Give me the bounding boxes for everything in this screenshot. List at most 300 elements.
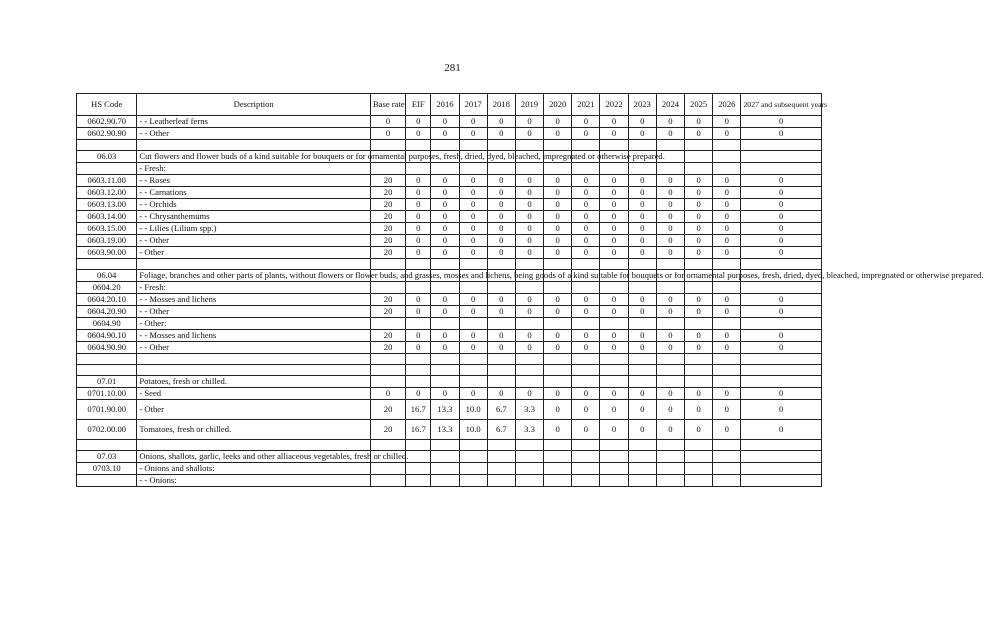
description-cell: - Other:	[137, 318, 371, 330]
table-row	[77, 388, 822, 400]
empty-cell	[741, 354, 822, 365]
rate-cell: 0	[459, 235, 487, 247]
empty-cell	[544, 440, 572, 451]
rate-cell: 0	[406, 211, 431, 223]
rate-cell	[600, 318, 628, 330]
table-row	[77, 342, 822, 354]
empty-cell	[515, 140, 543, 151]
rate-cell: 0	[406, 116, 431, 128]
rate-cell: 0	[628, 330, 656, 342]
rate-cell	[600, 282, 628, 294]
table-row	[77, 199, 822, 211]
rate-cell: 0	[628, 199, 656, 211]
rate-cell	[685, 151, 713, 163]
rate-cell	[600, 451, 628, 463]
rate-cell: 0	[656, 187, 684, 199]
empty-cell	[656, 440, 684, 451]
rate-cell: 0	[685, 175, 713, 187]
rate-cell: 0	[515, 116, 543, 128]
rate-cell: 0	[685, 247, 713, 259]
rate-cell: 0	[515, 342, 543, 354]
rate-cell: 20	[370, 235, 405, 247]
rate-cell	[572, 163, 600, 175]
rate-cell: 0	[406, 199, 431, 211]
rate-cell: 0	[741, 247, 822, 259]
rate-cell: 0	[656, 400, 684, 420]
rate-cell: 0	[459, 247, 487, 259]
empty-cell	[459, 140, 487, 151]
rate-cell: 0	[713, 247, 741, 259]
rate-cell: 0	[406, 342, 431, 354]
rate-cell: 0	[572, 342, 600, 354]
empty-cell	[370, 365, 405, 376]
rate-cell	[685, 282, 713, 294]
rate-cell	[431, 376, 459, 388]
empty-cell	[487, 259, 515, 270]
rate-cell: 0	[685, 388, 713, 400]
hs-code-cell: 0701.10.00	[77, 388, 137, 400]
rate-cell: 0	[685, 223, 713, 235]
rate-cell: 0	[544, 187, 572, 199]
rate-cell: 0	[431, 223, 459, 235]
rate-cell: 0	[544, 400, 572, 420]
rate-cell: 20	[370, 294, 405, 306]
rate-cell: 20	[370, 223, 405, 235]
empty-cell	[487, 140, 515, 151]
hs-code-cell: 0604.90	[77, 318, 137, 330]
rate-cell	[685, 475, 713, 487]
empty-cell	[370, 440, 405, 451]
rate-cell: 0	[713, 235, 741, 247]
rate-cell: 20	[370, 306, 405, 318]
rate-cell: 0	[431, 116, 459, 128]
rate-cell: 0	[431, 330, 459, 342]
column-header: 2025	[685, 94, 713, 116]
rate-cell: 0	[487, 128, 515, 140]
empty-cell	[600, 140, 628, 151]
description-cell: Foliage, branches and other parts of plants, without flowers or flower buds, and grasses, mosses and lichens, being goods of a kind suitable for bouquets or for ornamental purposes, fresh, dried, dyed, bleached, impregnated or otherwise prepared.	[137, 270, 371, 282]
rate-cell: 0	[515, 211, 543, 223]
rate-cell	[487, 463, 515, 475]
empty-cell	[628, 440, 656, 451]
rate-cell	[515, 451, 543, 463]
rate-cell: 0	[713, 223, 741, 235]
rate-cell: 0	[572, 294, 600, 306]
empty-cell	[137, 259, 371, 270]
rate-cell: 0	[431, 211, 459, 223]
rate-cell: 0	[741, 175, 822, 187]
rate-cell	[713, 151, 741, 163]
description-cell: - - Lilies (Lilium spp.)	[137, 223, 371, 235]
empty-cell	[515, 365, 543, 376]
rate-cell: 0	[656, 199, 684, 211]
empty-cell	[544, 354, 572, 365]
rate-cell: 0	[600, 235, 628, 247]
empty-cell	[137, 354, 371, 365]
rate-cell: 0	[656, 388, 684, 400]
rate-cell: 0	[487, 211, 515, 223]
rate-cell: 0	[741, 330, 822, 342]
table-row	[77, 318, 822, 330]
column-header: 2022	[600, 94, 628, 116]
rate-cell	[431, 463, 459, 475]
rate-cell: 0	[406, 294, 431, 306]
empty-cell	[370, 354, 405, 365]
rate-cell: 0	[628, 187, 656, 199]
empty-cell	[431, 354, 459, 365]
rate-cell: 13.3	[431, 400, 459, 420]
rate-cell: 0	[600, 294, 628, 306]
rate-cell	[572, 475, 600, 487]
rate-cell: 0	[459, 388, 487, 400]
rate-cell: 0	[370, 388, 405, 400]
description-cell: - - Other	[137, 235, 371, 247]
rate-cell: 20	[370, 247, 405, 259]
rate-cell: 0	[431, 388, 459, 400]
empty-cell	[685, 354, 713, 365]
table-row	[77, 451, 822, 463]
hs-code-cell: 06.03	[77, 151, 137, 163]
rate-cell: 0	[741, 187, 822, 199]
rate-cell: 0	[600, 306, 628, 318]
rate-cell: 0	[431, 235, 459, 247]
rate-cell: 0	[656, 294, 684, 306]
rate-cell: 0	[741, 211, 822, 223]
rate-cell: 0	[741, 400, 822, 420]
rate-cell: 20	[370, 187, 405, 199]
rate-cell: 0	[487, 199, 515, 211]
empty-cell	[713, 440, 741, 451]
table-row	[77, 187, 822, 199]
hs-code-cell: 0603.12.00	[77, 187, 137, 199]
rate-cell: 0	[628, 211, 656, 223]
column-header: 2021	[572, 94, 600, 116]
rate-cell	[370, 475, 405, 487]
rate-cell	[515, 463, 543, 475]
description-cell: - Other	[137, 400, 371, 420]
rate-cell: 0	[600, 420, 628, 440]
description-cell: - - Mosses and lichens	[137, 294, 371, 306]
rate-cell	[544, 163, 572, 175]
hs-code-cell: 0604.20.10	[77, 294, 137, 306]
blank-row	[77, 365, 822, 376]
hs-code-cell: 0604.20	[77, 282, 137, 294]
rate-cell	[685, 451, 713, 463]
rate-cell: 0	[685, 306, 713, 318]
rate-cell: 0	[459, 128, 487, 140]
rate-cell	[459, 318, 487, 330]
rate-cell: 0	[685, 235, 713, 247]
rate-cell: 0	[572, 235, 600, 247]
rate-cell	[459, 475, 487, 487]
rate-cell: 0	[406, 330, 431, 342]
rate-cell: 0	[544, 342, 572, 354]
rate-cell	[628, 282, 656, 294]
rate-cell: 6.7	[487, 400, 515, 420]
rate-cell: 0	[685, 187, 713, 199]
rate-cell	[572, 282, 600, 294]
rate-cell: 0	[572, 420, 600, 440]
rate-cell: 0	[741, 294, 822, 306]
rate-cell: 0	[487, 223, 515, 235]
hs-code-cell: 0703.10	[77, 463, 137, 475]
rate-cell	[515, 282, 543, 294]
rate-cell: 0	[515, 223, 543, 235]
rate-cell: 16.7	[406, 420, 431, 440]
rate-cell: 0	[459, 199, 487, 211]
rate-cell: 0	[406, 306, 431, 318]
column-header: EIF	[406, 94, 431, 116]
rate-cell: 0	[600, 175, 628, 187]
rate-cell	[685, 318, 713, 330]
hs-code-cell: 0603.11.00	[77, 175, 137, 187]
rate-cell	[656, 475, 684, 487]
empty-cell	[544, 365, 572, 376]
rate-cell	[741, 475, 822, 487]
table-row	[77, 235, 822, 247]
rate-cell	[713, 376, 741, 388]
empty-cell	[370, 259, 405, 270]
empty-cell	[544, 259, 572, 270]
rate-cell: 0	[406, 175, 431, 187]
empty-cell	[487, 354, 515, 365]
rate-cell	[656, 318, 684, 330]
rate-cell	[544, 376, 572, 388]
table-row	[77, 175, 822, 187]
empty-cell	[137, 440, 371, 451]
page-number: 281	[444, 62, 461, 74]
table-row	[77, 294, 822, 306]
rate-cell	[370, 376, 405, 388]
rate-cell: 0	[713, 187, 741, 199]
rate-cell	[656, 451, 684, 463]
description-cell: - Other	[137, 247, 371, 259]
rate-cell: 0	[572, 187, 600, 199]
rate-cell	[406, 376, 431, 388]
table-body	[77, 116, 984, 487]
rate-cell: 0	[370, 128, 405, 140]
table-row	[77, 116, 822, 128]
rate-cell: 0	[459, 175, 487, 187]
description-cell: Potatoes, fresh or chilled.	[137, 376, 371, 388]
rate-cell: 0	[685, 199, 713, 211]
rate-cell: 0	[572, 211, 600, 223]
description-cell: - - Onions:	[137, 475, 371, 487]
rate-cell: 20	[370, 175, 405, 187]
table-row	[77, 282, 822, 294]
rate-cell	[628, 318, 656, 330]
rate-cell	[713, 282, 741, 294]
rate-cell: 0	[431, 175, 459, 187]
rate-cell: 0	[572, 175, 600, 187]
empty-cell	[406, 440, 431, 451]
empty-cell	[515, 259, 543, 270]
description-cell: - Fresh:	[137, 163, 371, 175]
hs-code-cell: 0701.90.00	[77, 400, 137, 420]
rate-cell: 0	[544, 116, 572, 128]
rate-cell	[572, 463, 600, 475]
rate-cell: 0	[544, 388, 572, 400]
blank-row	[77, 354, 822, 365]
rate-cell	[656, 163, 684, 175]
rate-cell: 0	[406, 247, 431, 259]
table-row	[77, 420, 822, 440]
empty-cell	[600, 259, 628, 270]
column-header: 2019	[515, 94, 543, 116]
rate-cell: 0	[685, 211, 713, 223]
rate-cell: 0	[487, 342, 515, 354]
rate-cell: 0	[406, 388, 431, 400]
rate-cell: 0	[370, 116, 405, 128]
rate-cell: 0	[741, 420, 822, 440]
rate-cell: 0	[656, 175, 684, 187]
empty-cell	[77, 259, 137, 270]
table-header-row	[77, 94, 822, 116]
rate-cell: 0	[600, 400, 628, 420]
rate-cell: 0	[515, 128, 543, 140]
rate-cell	[406, 163, 431, 175]
rate-cell: 0	[406, 128, 431, 140]
rate-cell	[741, 463, 822, 475]
empty-cell	[741, 440, 822, 451]
hs-code-cell	[77, 163, 137, 175]
empty-cell	[628, 354, 656, 365]
rate-cell: 0	[713, 400, 741, 420]
blank-row	[77, 259, 822, 270]
rate-cell: 0	[487, 247, 515, 259]
description-cell: Cut flowers and flower buds of a kind suitable for bouquets or for ornamental purposes, fresh, dried, dyed, bleached, impregnated or otherwise prepared.	[137, 151, 371, 163]
table-row	[77, 400, 822, 420]
rate-cell: 0	[741, 342, 822, 354]
rate-cell: 0	[544, 235, 572, 247]
rate-cell: 0	[741, 199, 822, 211]
rate-cell: 0	[406, 223, 431, 235]
description-cell: - - Other	[137, 128, 371, 140]
blank-row	[77, 440, 822, 451]
table-row	[77, 211, 822, 223]
rate-cell: 0	[741, 388, 822, 400]
description-cell: - - Mosses and lichens	[137, 330, 371, 342]
rate-cell: 0	[431, 294, 459, 306]
rate-cell	[685, 376, 713, 388]
rate-cell: 0	[459, 223, 487, 235]
empty-cell	[741, 140, 822, 151]
hs-code-cell: 0603.19.00	[77, 235, 137, 247]
rate-cell	[628, 463, 656, 475]
rate-cell: 0	[515, 235, 543, 247]
rate-cell: 0	[487, 388, 515, 400]
column-header: 2017	[459, 94, 487, 116]
rate-cell: 0	[600, 211, 628, 223]
rate-cell: 0	[572, 306, 600, 318]
rate-cell: 0	[431, 128, 459, 140]
description-cell: - - Other	[137, 342, 371, 354]
rate-cell	[713, 451, 741, 463]
empty-cell	[406, 140, 431, 151]
rate-cell: 0	[628, 420, 656, 440]
rate-cell: 0	[600, 388, 628, 400]
rate-cell: 20	[370, 420, 405, 440]
rate-cell: 0	[741, 223, 822, 235]
rate-cell: 0	[459, 306, 487, 318]
empty-cell	[137, 140, 371, 151]
rate-cell: 0	[515, 306, 543, 318]
hs-code-cell: 0604.20.90	[77, 306, 137, 318]
column-header: 2024	[656, 94, 684, 116]
rate-cell	[370, 463, 405, 475]
empty-cell	[515, 354, 543, 365]
rate-cell	[713, 463, 741, 475]
rate-cell	[544, 451, 572, 463]
rate-cell	[572, 376, 600, 388]
empty-cell	[431, 440, 459, 451]
empty-cell	[713, 259, 741, 270]
rate-cell	[406, 318, 431, 330]
description-cell: - Fresh:	[137, 282, 371, 294]
rate-cell: 0	[628, 235, 656, 247]
table-row	[77, 306, 822, 318]
rate-cell: 0	[600, 223, 628, 235]
description-cell: - - Other	[137, 306, 371, 318]
rate-cell: 0	[685, 116, 713, 128]
column-header: 2020	[544, 94, 572, 116]
rate-cell	[741, 282, 822, 294]
hs-code-cell: 0603.13.00	[77, 199, 137, 211]
rate-cell: 0	[544, 211, 572, 223]
empty-cell	[713, 140, 741, 151]
rate-cell: 20	[370, 211, 405, 223]
table-row	[77, 475, 822, 487]
rate-cell: 0	[628, 306, 656, 318]
column-header: 2023	[628, 94, 656, 116]
rate-cell	[459, 282, 487, 294]
rate-cell: 0	[459, 116, 487, 128]
rate-cell	[628, 376, 656, 388]
rate-cell	[406, 282, 431, 294]
description-cell: - Seed	[137, 388, 371, 400]
rate-cell	[370, 318, 405, 330]
rate-cell	[544, 463, 572, 475]
rate-cell: 0	[487, 187, 515, 199]
rate-cell: 0	[431, 306, 459, 318]
table-row	[77, 376, 822, 388]
description-cell: - Onions and shallots:	[137, 463, 371, 475]
rate-cell: 0	[600, 330, 628, 342]
empty-cell	[656, 259, 684, 270]
column-header: Description	[137, 94, 371, 116]
empty-cell	[515, 440, 543, 451]
rate-cell	[656, 376, 684, 388]
rate-cell: 0	[487, 294, 515, 306]
rate-cell	[459, 163, 487, 175]
description-cell: - - Roses	[137, 175, 371, 187]
rate-cell: 0	[459, 187, 487, 199]
empty-cell	[370, 140, 405, 151]
empty-cell	[685, 259, 713, 270]
rate-cell: 0	[713, 175, 741, 187]
rate-cell	[600, 163, 628, 175]
rate-cell: 20	[370, 400, 405, 420]
rate-cell: 0	[713, 342, 741, 354]
rate-cell: 0	[544, 330, 572, 342]
rate-cell: 0	[741, 235, 822, 247]
rate-cell: 0	[600, 247, 628, 259]
rate-cell	[487, 282, 515, 294]
rate-cell	[406, 463, 431, 475]
empty-cell	[431, 365, 459, 376]
rate-cell: 0	[515, 175, 543, 187]
rate-cell	[600, 463, 628, 475]
